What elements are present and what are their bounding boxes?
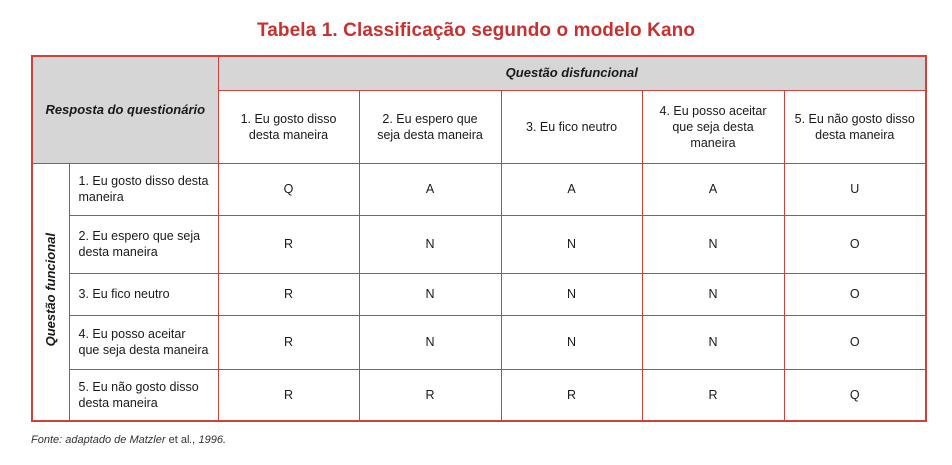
row-header: 2. Eu espero que seja desta maneira	[69, 215, 218, 273]
row-header: 4. Eu posso aceitar que seja desta maneira	[69, 315, 218, 369]
corner-header-cell	[32, 56, 218, 163]
table-cell: Q	[218, 163, 359, 215]
table-cell: O	[784, 273, 926, 315]
table-cell: R	[359, 369, 501, 421]
dysfunctional-header-cell	[218, 56, 926, 90]
table-cell: N	[642, 273, 784, 315]
source-prefix: Fonte: adaptado de Matzler	[31, 434, 166, 446]
table-row	[32, 369, 926, 421]
table-cell: A	[359, 163, 501, 215]
table-row	[32, 215, 926, 273]
row-header: 5. Eu não gosto disso desta maneira	[69, 369, 218, 421]
table-cell: N	[501, 273, 642, 315]
functional-header-label: Questão funcional	[42, 233, 58, 347]
table-cell: N	[359, 215, 501, 273]
column-header: 2. Eu espero que seja desta maneira	[359, 90, 501, 163]
table-row	[32, 163, 926, 215]
table-cell: R	[218, 215, 359, 273]
source-note	[31, 434, 226, 446]
table-cell: N	[642, 315, 784, 369]
table-cell: A	[501, 163, 642, 215]
table-cell: R	[218, 315, 359, 369]
table-cell: N	[359, 273, 501, 315]
table-row	[32, 315, 926, 369]
table-title: Tabela 1. Classificação segundo o modelo Kano	[256, 20, 696, 41]
table-cell: R	[218, 273, 359, 315]
row-header: 1. Eu gosto disso desta maneira	[69, 163, 218, 215]
column-header: 4. Eu posso aceitar que seja desta maneira	[642, 90, 784, 163]
table-cell: N	[501, 315, 642, 369]
source-suffix: ., 1996.	[189, 434, 227, 446]
table-cell: O	[784, 315, 926, 369]
table-cell: R	[642, 369, 784, 421]
corner-header-label: Resposta do questionário	[45, 101, 206, 117]
column-header: 1. Eu gosto disso desta maneira	[218, 90, 359, 163]
table-cell: U	[784, 163, 926, 215]
table-cell: R	[218, 369, 359, 421]
table-cell: N	[642, 215, 784, 273]
table-cell: O	[784, 215, 926, 273]
source-etal: et al	[168, 434, 190, 446]
kano-table	[31, 55, 927, 422]
table-row	[32, 273, 926, 315]
row-header: 3. Eu fico neutro	[69, 273, 218, 315]
table-cell: A	[642, 163, 784, 215]
table-cell: Q	[784, 369, 926, 421]
column-header: 5. Eu não gosto disso desta maneira	[784, 90, 926, 163]
functional-header-cell	[32, 163, 69, 421]
dysfunctional-header-label: Questão disfuncional	[505, 65, 638, 81]
column-header: 3. Eu fico neutro	[501, 90, 642, 163]
table-cell: N	[501, 215, 642, 273]
table-cell: R	[501, 369, 642, 421]
table-cell: N	[359, 315, 501, 369]
